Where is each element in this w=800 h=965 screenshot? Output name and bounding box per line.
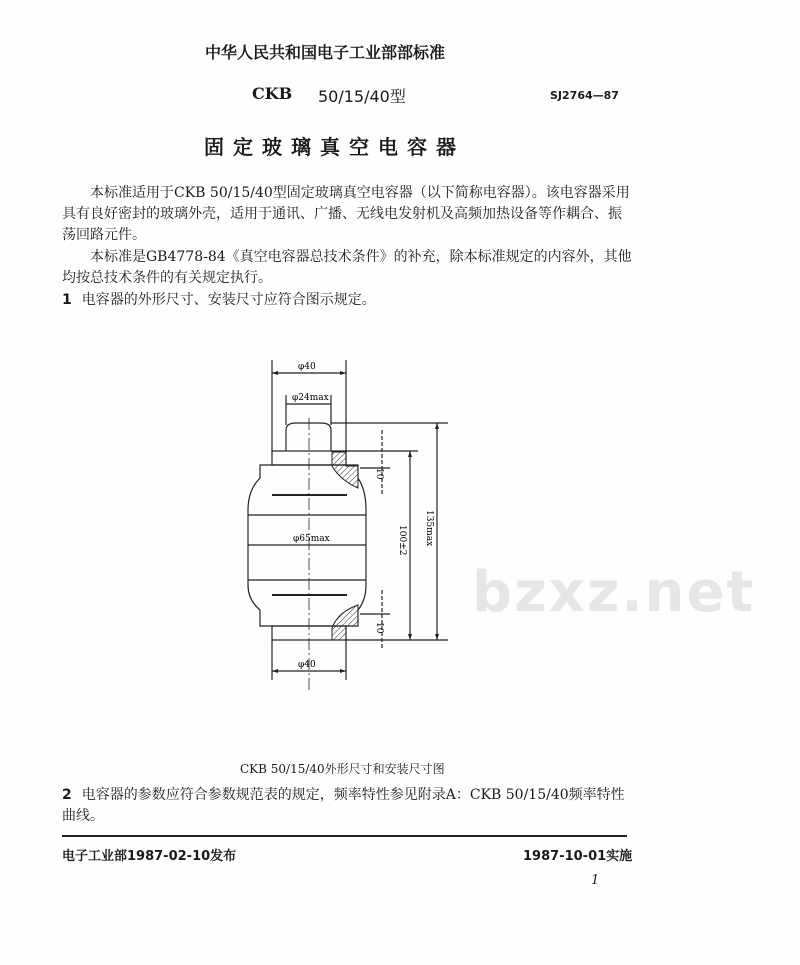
- intro-paragraph-1: 本标准适用于CKB 50/15/40型固定玻璃真空电容器（以下简称电容器）。该电容器采用具有良好密封的玻璃外壳，适用于通讯、广播、无线电发射机及高频加热设备等作耦合、振荡回路元件。: [62, 185, 630, 243]
- clause-1-number: 1: [62, 292, 72, 308]
- issuer-heading: 中华人民共和国电子工业部部标准: [205, 43, 446, 62]
- dim-100: 100±2: [397, 525, 407, 556]
- dim-upper-10: 10: [374, 468, 384, 480]
- dim-lower-10: 10: [374, 622, 384, 634]
- model-label: 50/15/40型: [318, 87, 406, 106]
- figure-caption: CKB 50/15/40外形尺寸和安装尺寸图: [240, 762, 445, 776]
- document-title: 固定玻璃真空电容器: [204, 135, 465, 159]
- standard-number: SJ2764—87: [550, 89, 619, 102]
- clause-2-text: 电容器的参数应符合参数规范表的规定，频率特性参见附录A：CKB 50/15/40频率特性曲线。: [62, 787, 625, 824]
- effective-date: 1987-10-01实施: [523, 849, 633, 864]
- dim-body-diameter: φ65max: [293, 534, 330, 544]
- clause-2: [62, 785, 632, 827]
- dim-top-diameter: φ40: [298, 362, 316, 372]
- dim-135: 135max: [424, 510, 434, 547]
- intro-paragraph-2: 本标准是GB4778-84《真空电容器总技术条件》的补充，除本标准规定的内容外，其他均按总技术条件的有关规定执行。: [62, 249, 632, 286]
- clause-2-number: 2: [62, 787, 72, 803]
- clause-1-text: 电容器的外形尺寸、安装尺寸应符合图示规定。: [81, 292, 376, 308]
- watermark: bzxz.net: [472, 560, 756, 625]
- issue-date: 电子工业部1987-02-10发布: [62, 849, 237, 864]
- dim-cap-diameter: φ24max: [292, 393, 329, 403]
- model-prefix: CKB: [252, 84, 293, 103]
- dim-bottom-diameter: φ40: [298, 660, 316, 670]
- page-number: 1: [591, 873, 600, 888]
